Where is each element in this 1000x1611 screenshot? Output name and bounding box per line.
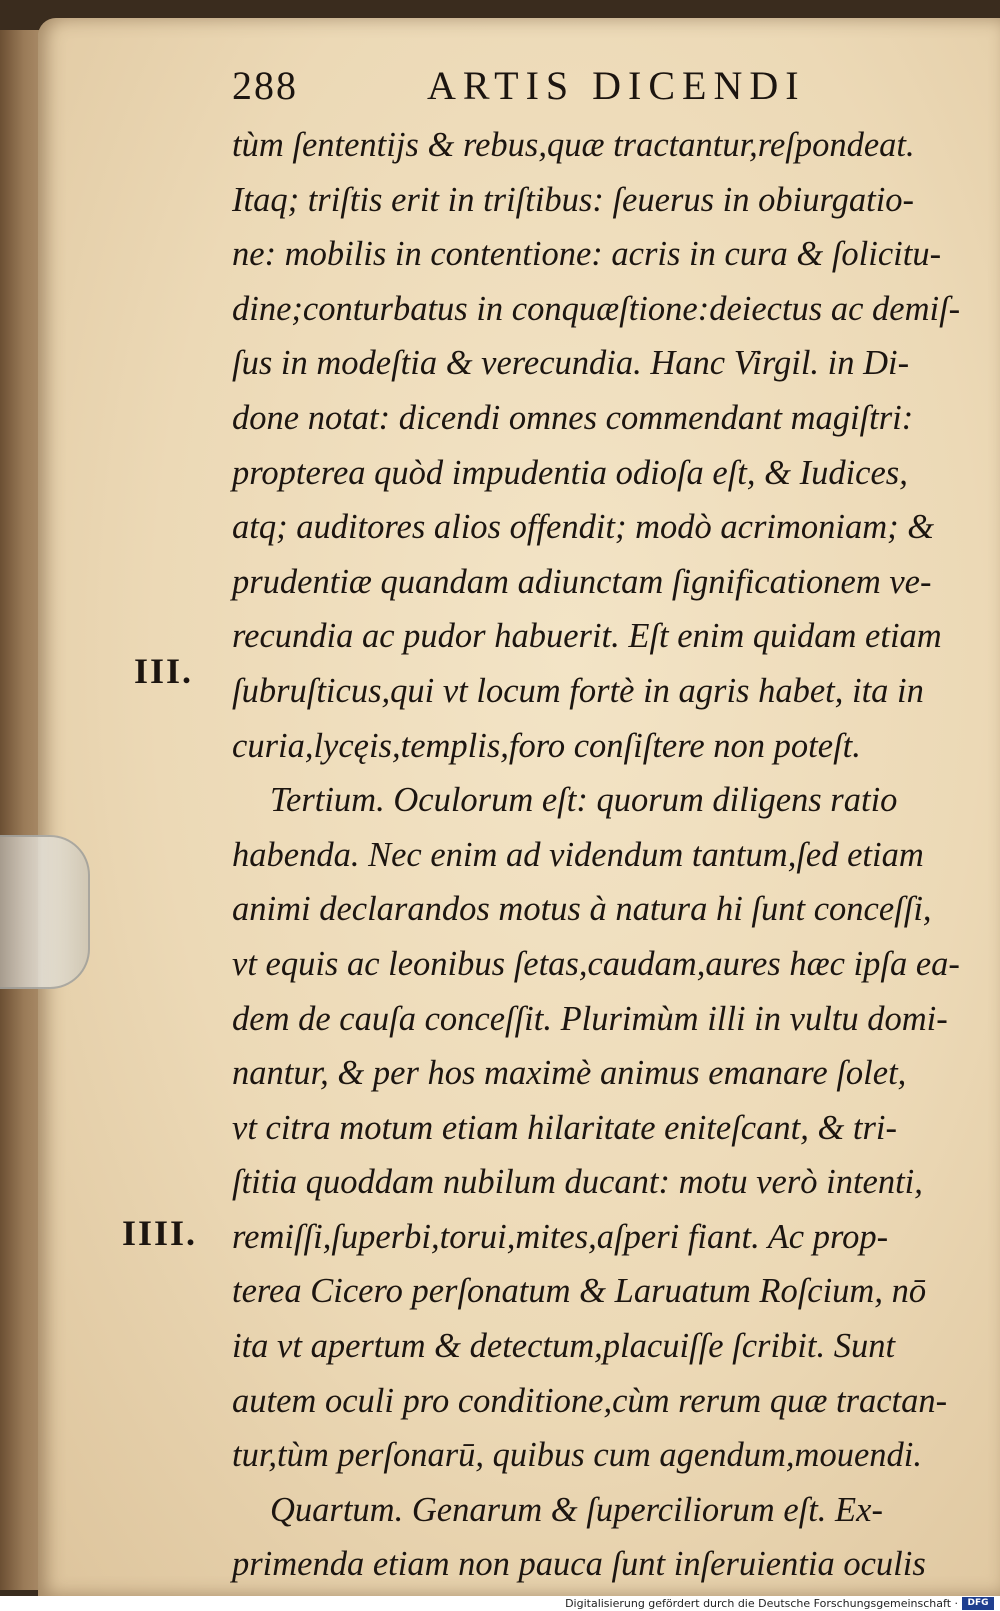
text-line: terea Cicero perſonatum & Laruatum Roſcium, nō — [232, 1272, 927, 1311]
marginal-section-4: IIII. — [122, 1213, 198, 1253]
book-clasp — [0, 835, 90, 989]
text-line: autem oculi pro conditione,cùm rerum quæ tractan- — [232, 1381, 948, 1420]
text-line: recundia ac pudor habuerit. Eſt enim quidam etiam — [232, 617, 942, 656]
text-line: habenda. Nec enim ad videndum tantum,ſed etiam — [232, 835, 924, 874]
text-line: remiſſi,ſuperbi,torui,mites,aſperi fiant. Ac prop- — [232, 1217, 889, 1256]
text-line: nantur, & per hos maximè animus emanare ſolet, — [232, 1054, 907, 1093]
body-text — [232, 118, 961, 1596]
text-line: ſubruſticus,qui vt locum fortè in agris habet, ita in — [232, 671, 924, 710]
text-line: Itaq; triſtis erit in triſtibus: ſeuerus in obiurgatio- — [232, 180, 915, 219]
text-line: vt equis ac leonibus ſetas,caudam,aures hæc ipſa ea- — [232, 944, 960, 983]
text-line: dem de cauſa conceſſit. Plurimùm illi in vultu domi- — [232, 999, 948, 1038]
text-line: prudentiæ quandam adiunctam ſignificationem ve- — [232, 562, 932, 601]
text-line: tur,tùm perſonarū, quibus cum agendum,mouendi. — [232, 1436, 922, 1475]
marginal-section-3: III. — [134, 651, 194, 691]
text-line: curia,lycęis,templis,foro conſiſtere non poteſt. — [232, 726, 861, 765]
footer-bar — [0, 1596, 1000, 1611]
text-line: Quartum. Genarum & ſuperciliorum eſt. Ex- — [270, 1490, 883, 1529]
footer-credit: Digitalisierung gefördert durch die Deutsche Forschungsgemeinschaft · — [565, 1597, 958, 1610]
text-line: ſus in modeſtia & verecundia. Hanc Virgil. in Di- — [232, 344, 910, 383]
text-line: tùm ſententijs & rebus,quæ tractantur,reſpondeat. — [232, 126, 915, 164]
dfg-logo: DFG — [962, 1597, 994, 1610]
text-line: dine;conturbatus in conquæſtione:deiectus ac demiſ- — [232, 289, 961, 328]
page-number: 288 — [232, 63, 298, 108]
text-line: done notat: dicendi omnes commendant magiſtri: — [232, 398, 914, 437]
text-line: ita vt apertum & detectum,placuiſſe ſcribit. Sunt — [232, 1327, 896, 1366]
text-line: primenda etiam non pauca ſunt inſeruientia oculis — [232, 1545, 926, 1584]
text-line: ne: mobilis in contentione: acris in cura & ſolicitu- — [232, 235, 942, 274]
text-line: vt citra motum etiam hilaritate eniteſcant, & tri- — [232, 1108, 897, 1147]
header-title: ARTIS DICENDI — [427, 63, 806, 108]
text-line: animi declarandos motus à natura hi ſunt conceſſi, — [232, 890, 932, 929]
text-line: atq; auditores alios offendit; modò acrimoniam; & — [232, 508, 935, 547]
text-line: Tertium. Oculorum eſt: quorum diligens ratio — [270, 781, 898, 820]
text-line: propterea quòd impudentia odioſa eſt, & Iudices, — [232, 453, 908, 492]
text-line: ſtitia quoddam nubilum ducant: motu verò intenti, — [232, 1163, 923, 1202]
running-head — [232, 62, 852, 108]
